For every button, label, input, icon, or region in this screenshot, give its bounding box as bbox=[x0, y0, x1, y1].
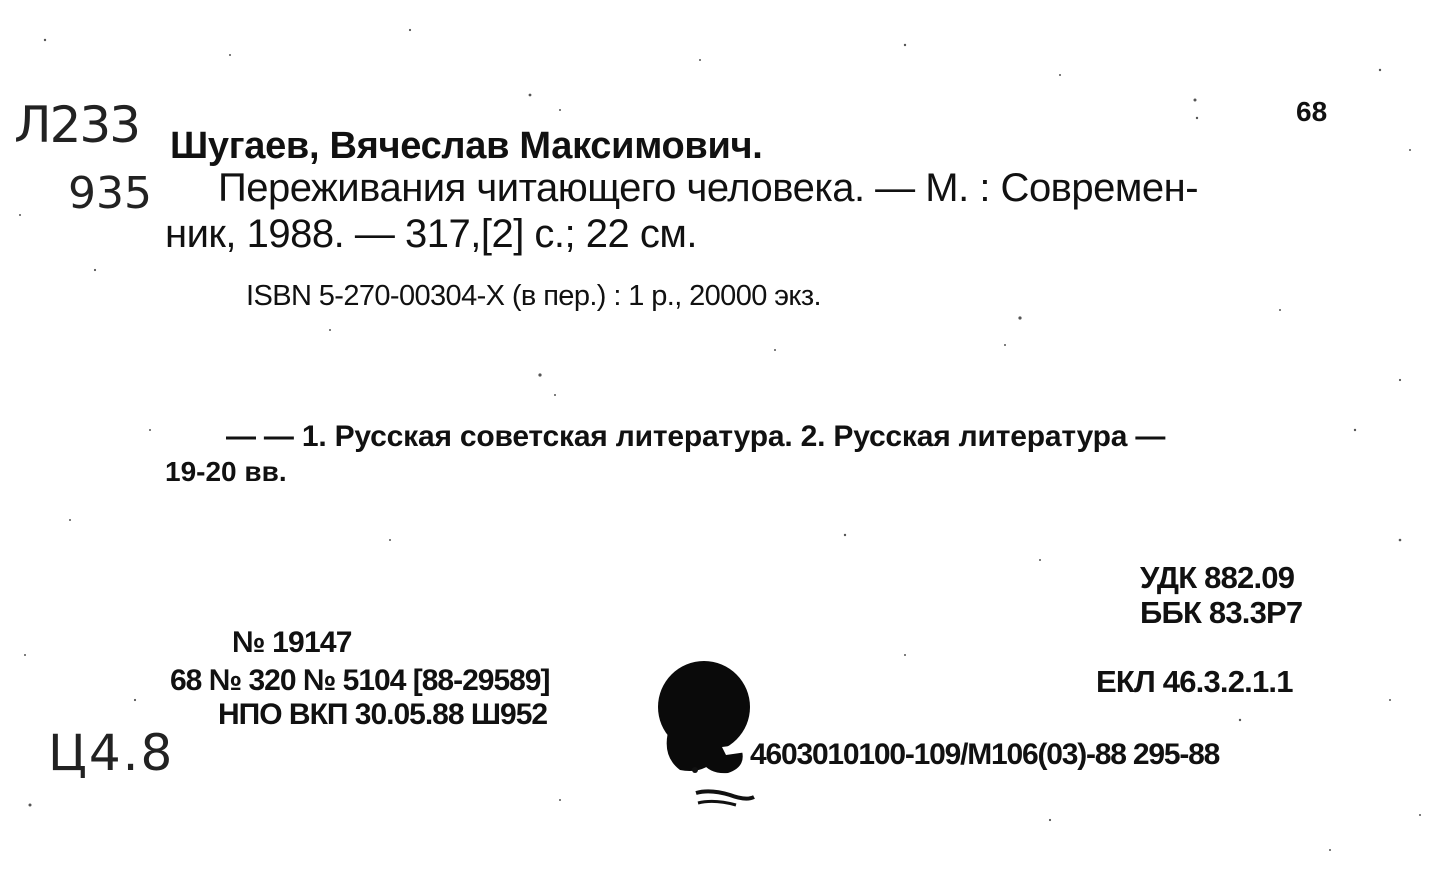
title-line-1: Переживания читающего человека. — М. : Современ- bbox=[218, 166, 1199, 210]
code-line: 4603010100-109/М106(03)-88 295-88 bbox=[750, 738, 1220, 771]
isbn-line: ISBN 5-270-00304-X (в пер.) : 1 р., 20000 экз. bbox=[246, 280, 821, 312]
catalog-line: 68 № 320 № 5104 [88-29589] bbox=[170, 664, 550, 697]
bbk-code: ББК 83.3Р7 bbox=[1140, 595, 1303, 630]
ink-blot bbox=[650, 655, 760, 815]
page-number: 68 bbox=[1296, 96, 1328, 127]
subjects-line-1: — — 1. Русская советская литература. 2. Русская литература — bbox=[226, 420, 1166, 453]
ekl-code: ЕКЛ 46.3.2.1.1 bbox=[1096, 664, 1293, 699]
publisher-line: НПО ВКП 30.05.88 Ш952 bbox=[218, 698, 548, 731]
card-number: № 19147 bbox=[232, 626, 352, 659]
author-heading: Шугаев, Вячеслав Максимович. bbox=[170, 125, 763, 167]
udk-code: УДК 882.09 bbox=[1140, 560, 1295, 595]
title-line-2: ник, 1988. — 317,[2] с.; 22 см. bbox=[165, 212, 697, 256]
subjects-line-2: 19-20 вв. bbox=[165, 456, 287, 487]
handwritten-shelf-code: Л233 bbox=[14, 96, 140, 154]
handwritten-mark: 935 bbox=[68, 168, 152, 219]
handwritten-bottom-code: Ц4.8 bbox=[48, 724, 175, 782]
